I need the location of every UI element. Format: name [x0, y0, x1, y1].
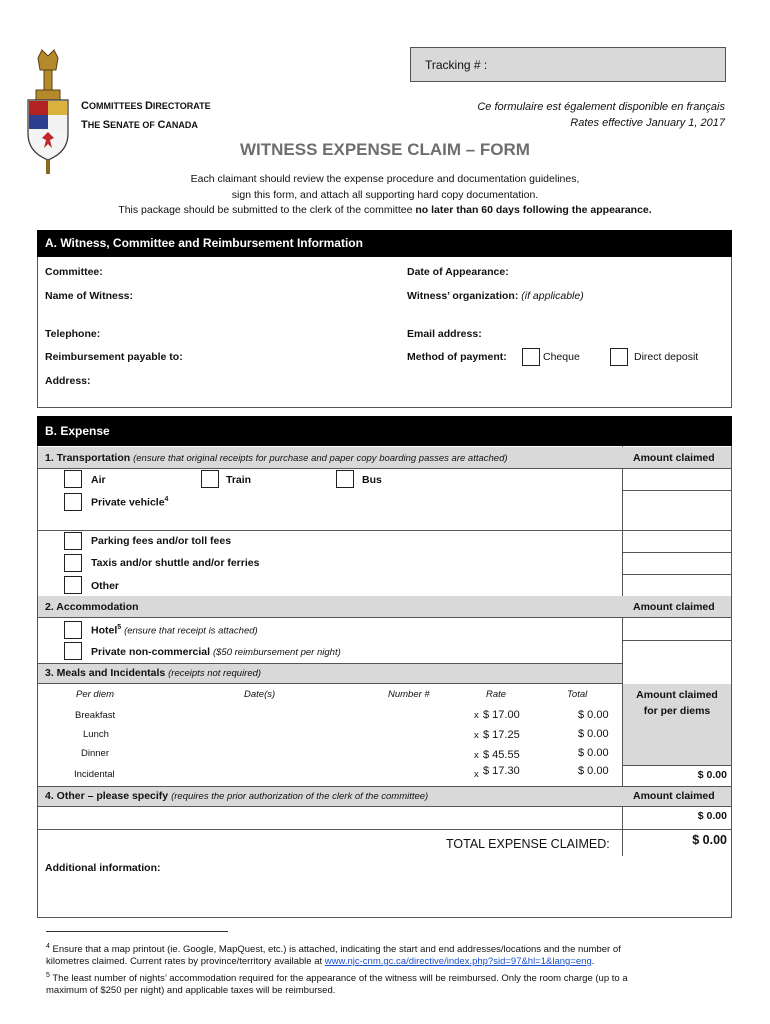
other-transport-label: Other — [91, 580, 120, 592]
divider — [622, 490, 732, 491]
direct-deposit-label: Direct deposit — [634, 351, 699, 363]
accommodation-band — [38, 596, 731, 617]
divider — [38, 663, 622, 664]
meal-x: x — [474, 730, 479, 741]
col-dates: Date(s) — [244, 689, 276, 700]
date-of-appearance-label: Date of Appearance: — [407, 266, 509, 278]
intro-line-3: This package should be submitted to the clerk of the committee no later than 60 days following the appearance. — [118, 204, 652, 216]
meal-x: x — [474, 769, 479, 780]
col-total: Total — [567, 689, 588, 700]
meal-row-breakfast: Breakfast — [75, 710, 116, 721]
divider — [38, 683, 622, 684]
french-availability-note: Ce formulaire est également disponible en français — [477, 101, 725, 113]
rates-effective-note: Rates effective January 1, 2017 — [570, 117, 725, 129]
divider — [622, 640, 732, 641]
direct-deposit-checkbox[interactable] — [610, 348, 628, 366]
bus-checkbox[interactable] — [336, 470, 354, 488]
email-label: Email address: — [407, 328, 482, 340]
amount-for-per-diems-line2: for per diems — [643, 705, 711, 717]
divider — [38, 829, 731, 830]
other-specify-input[interactable] — [42, 808, 618, 828]
other-amount: $ 0.00 — [697, 810, 727, 822]
private-vehicle-label: Private vehicle$^4$ — [91, 496, 169, 509]
parking-checkbox[interactable] — [64, 532, 82, 550]
parking-label: Parking fees and/or toll fees — [91, 535, 232, 547]
intro-line-2: sign this form, and attach all supporting hard copy documentation. — [231, 189, 539, 201]
divider — [622, 574, 732, 575]
private-non-commercial-label: Private non-commercial ($50 reimbursement per night) — [91, 646, 341, 658]
meal-total: $ 0.00 — [578, 709, 609, 721]
transportation-heading: 1. Transportation (ensure that original receipts for purchase and paper copy boarding passes are attached) — [45, 452, 508, 464]
train-label: Train — [226, 474, 252, 486]
accommodation-heading: 2. Accommodation — [45, 601, 139, 613]
air-label: Air — [91, 474, 106, 486]
meal-x: x — [474, 710, 479, 721]
hotel-checkbox[interactable] — [64, 621, 82, 639]
committee-label: Committee: — [45, 266, 103, 278]
footnote-5: $^5$ The least number of nights’ accommodation required for the appearance of the witness will be reimbursed. Only the room charge (up to a — [46, 972, 628, 985]
additional-information-label: Additional information: — [45, 862, 161, 874]
other-transport-checkbox[interactable] — [64, 576, 82, 594]
col-number: Number # — [388, 689, 430, 700]
divider — [622, 552, 732, 553]
date-of-appearance-input[interactable] — [520, 262, 720, 280]
witness-name-label: Name of Witness: — [45, 290, 134, 302]
telephone-input[interactable] — [110, 324, 390, 342]
method-of-payment-label: Method of payment: — [407, 351, 507, 363]
meal-row-lunch: Lunch — [83, 729, 109, 740]
total-expense-value: $ 0.00 — [692, 833, 727, 847]
meals-heading: 3. Meals and Incidentals (receipts not required) — [45, 667, 262, 679]
col-per-diem: Per diem — [76, 689, 115, 700]
private-non-commercial-checkbox[interactable] — [64, 642, 82, 660]
train-checkbox[interactable] — [201, 470, 219, 488]
senate-of-canada: THE SENATE OF CANADA — [81, 119, 198, 131]
col-rate: Rate — [486, 689, 507, 700]
tracking-number-box[interactable] — [410, 47, 726, 82]
amount-claimed-header-2: Amount claimed — [633, 601, 715, 613]
witness-name-input[interactable] — [145, 286, 390, 304]
amount-for-per-diems-line1: Amount claimed — [636, 689, 718, 701]
private-vehicle-checkbox[interactable] — [64, 493, 82, 511]
amount-claimed-header-1: Amount claimed — [633, 452, 715, 464]
meal-row-incidental: Incidental — [74, 769, 115, 780]
reimbursement-payable-label: Reimbursement payable to: — [45, 351, 183, 363]
witness-organization-label: Witness’ organization: (if applicable) — [407, 290, 584, 302]
divider — [38, 786, 731, 787]
meal-rate: $ 17.30 — [483, 765, 520, 777]
meals-subtotal: $ 0.00 — [697, 769, 727, 781]
page-title: WITNESS EXPENSE CLAIM – FORM — [240, 140, 530, 159]
total-expense-label: TOTAL EXPENSE CLAIMED: — [446, 837, 610, 851]
footnote-4-cont: kilometres claimed. Current rates by province/territory available at www.njc-cnm.gc.ca/directive/index.php?sid=97&hl=1&lang=eng. — [46, 956, 595, 967]
meal-x: x — [474, 750, 479, 761]
meal-total: $ 0.00 — [578, 765, 609, 777]
committee-input[interactable] — [130, 262, 390, 280]
taxis-checkbox[interactable] — [64, 554, 82, 572]
telephone-label: Telephone: — [45, 328, 101, 340]
meal-total: $ 0.00 — [578, 747, 609, 759]
tracking-label: Tracking # : — [425, 58, 488, 72]
address-label: Address: — [45, 375, 91, 387]
meal-rate: $ 17.00 — [483, 709, 520, 721]
hotel-label: Hotel$^5$ (ensure that receipt is attached) — [91, 624, 258, 637]
njc-rates-link[interactable]: www.njc-cnm.gc.ca/directive/index.php?sid=97&hl=1&lang=eng — [324, 956, 592, 967]
cheque-label: Cheque — [543, 351, 580, 363]
section-b-heading: B. Expense — [37, 416, 732, 446]
meal-total: $ 0.00 — [578, 728, 609, 740]
taxis-label: Taxis and/or shuttle and/or ferries — [91, 557, 260, 569]
divider — [38, 806, 731, 807]
meal-rate: $ 45.55 — [483, 749, 520, 761]
amount-claimed-header-4: Amount claimed — [633, 790, 715, 802]
other-heading: 4. Other – please specify (requires the prior authorization of the clerk of the committee) — [45, 790, 429, 802]
divider — [38, 617, 731, 618]
divider — [622, 765, 732, 766]
cheque-checkbox[interactable] — [522, 348, 540, 366]
meal-row-dinner: Dinner — [81, 748, 109, 759]
air-checkbox[interactable] — [64, 470, 82, 488]
email-input[interactable] — [490, 324, 720, 342]
footnote-5-cont: maximum of $250 per night) and applicable taxes will be reimbursed. — [46, 985, 336, 996]
footnote-rule — [46, 931, 228, 932]
bus-label: Bus — [362, 474, 382, 486]
meal-rate: $ 17.25 — [483, 729, 520, 741]
footnote-4: $^4$ Ensure that a map printout (ie. Google, MapQuest, etc.) is attached, indicating the start and end addresses/locations and the number of — [46, 943, 621, 956]
divider — [38, 468, 731, 469]
section-a-heading: A. Witness, Committee and Reimbursement Information — [37, 230, 732, 257]
additional-information-input[interactable] — [42, 880, 728, 914]
intro-line-1: Each claimant should review the expense procedure and documentation guidelines, — [190, 173, 580, 185]
committees-directorate: COMMITTEES DIRECTORATE — [81, 100, 211, 112]
divider — [38, 530, 731, 531]
